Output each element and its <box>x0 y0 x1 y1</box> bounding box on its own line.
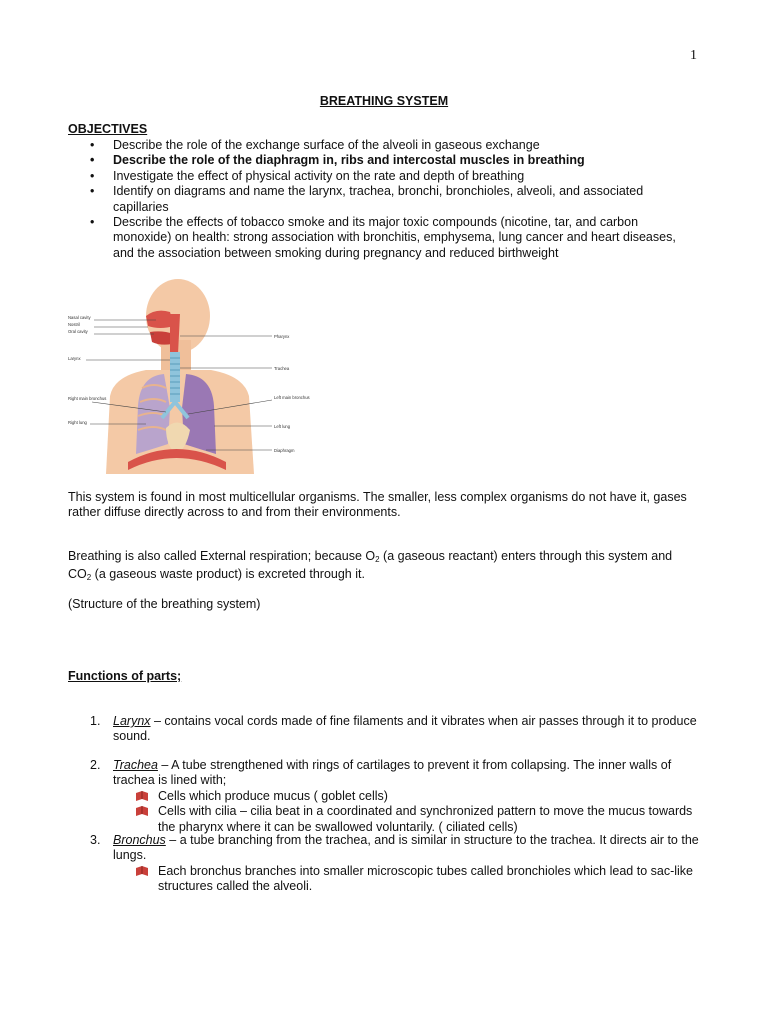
description: – a tube branching from the trachea, and is similar in structure to the trachea. It directs air to the lungs. <box>113 833 699 863</box>
intro-paragraph: This system is found in most multicellular organisms. The smaller, less complex organisms do not have it, gases rather diffuse directly across to and from their environments. <box>68 490 687 520</box>
label-right-main-bronchus: Right main bronchus <box>68 396 107 401</box>
page-number: 1 <box>690 48 697 63</box>
item-number: 3. <box>90 833 101 847</box>
item-number: 2. <box>90 758 101 772</box>
label-oral-cavity: Oral cavity <box>68 329 88 334</box>
functions-heading: Functions of parts; <box>68 669 182 683</box>
structure-caption: (Structure of the breathing system) <box>68 597 261 611</box>
function-item-trachea <box>68 758 708 835</box>
objectives-heading: OBJECTIVES <box>68 122 148 136</box>
label-larynx: Larynx <box>68 356 81 361</box>
term-larynx: Larynx <box>113 714 151 728</box>
book-bullet-icon <box>135 806 149 817</box>
term-trachea: Trachea <box>113 758 158 772</box>
objective-item: • Describe the role of the diaphragm in, ribs and intercostal muscles in breathing <box>68 153 698 168</box>
document-title: BREATHING SYSTEM <box>319 94 449 108</box>
label-right-lung: Right lung <box>68 420 87 425</box>
objective-item: • Describe the effects of tobacco smoke and its major toxic compounds (nicotine, tar, and carbon monoxide) on health: strong association with bronchitis, emphysema, lung cancer and heart diseases, and the association between smoking during pregnancy and reduced birthweight <box>68 215 698 261</box>
objectives-list <box>68 138 698 261</box>
item-number: 1. <box>90 714 101 728</box>
book-bullet-icon <box>135 866 149 877</box>
label-left-lung: Left lung <box>274 424 291 429</box>
sub-item: Each bronchus branches into smaller microscopic tubes called bronchioles which lead to sac-like structures called the alveoli. <box>133 864 708 895</box>
label-nasal-cavity: Nasal cavity <box>68 315 91 320</box>
description: – A tube strengthened with rings of cartilages to prevent it from collapsing. The inner walls of trachea is lined with; <box>113 758 672 788</box>
label-diaphragm: Diaphragm <box>274 448 295 453</box>
sub-item: Cells with cilia – cilia beat in a coordinated and synchronized pattern to move the mucus towards the pharynx where it can be swallowed voluntarily. ( ciliated cells) <box>133 804 708 835</box>
respiratory-system-diagram <box>66 278 310 474</box>
objective-item: • Investigate the effect of physical activity on the rate and depth of breathing <box>68 169 698 184</box>
term-bronchus: Bronchus <box>113 833 166 847</box>
external-respiration-paragraph: Breathing is also called External respiration; because $O_2$ (a gaseous reactant) enters through this system and $CO_2$ (a gaseous waste product) is excreted through it. <box>68 549 673 583</box>
sub-item: Cells which produce mucus ( goblet cells) <box>133 789 708 804</box>
label-pharynx: Pharynx <box>274 334 290 339</box>
label-nostril: Nostril <box>68 322 80 327</box>
book-bullet-icon <box>135 791 149 802</box>
function-item-bronchus <box>68 833 708 895</box>
function-item-larynx <box>68 714 708 745</box>
label-left-main-bronchus: Left main bronchus <box>274 395 310 400</box>
objective-item: • Identify on diagrams and name the larynx, trachea, bronchi, bronchioles, alveoli, and associated capillaries <box>68 184 698 215</box>
description: – contains vocal cords made of fine filaments and it vibrates when air passes through it to produce sound. <box>113 714 697 744</box>
label-trachea: Trachea <box>274 366 290 371</box>
nasal-cavity-shape <box>146 311 174 328</box>
objective-item: • Describe the role of the exchange surface of the alveoli in gaseous exchange <box>68 138 698 153</box>
